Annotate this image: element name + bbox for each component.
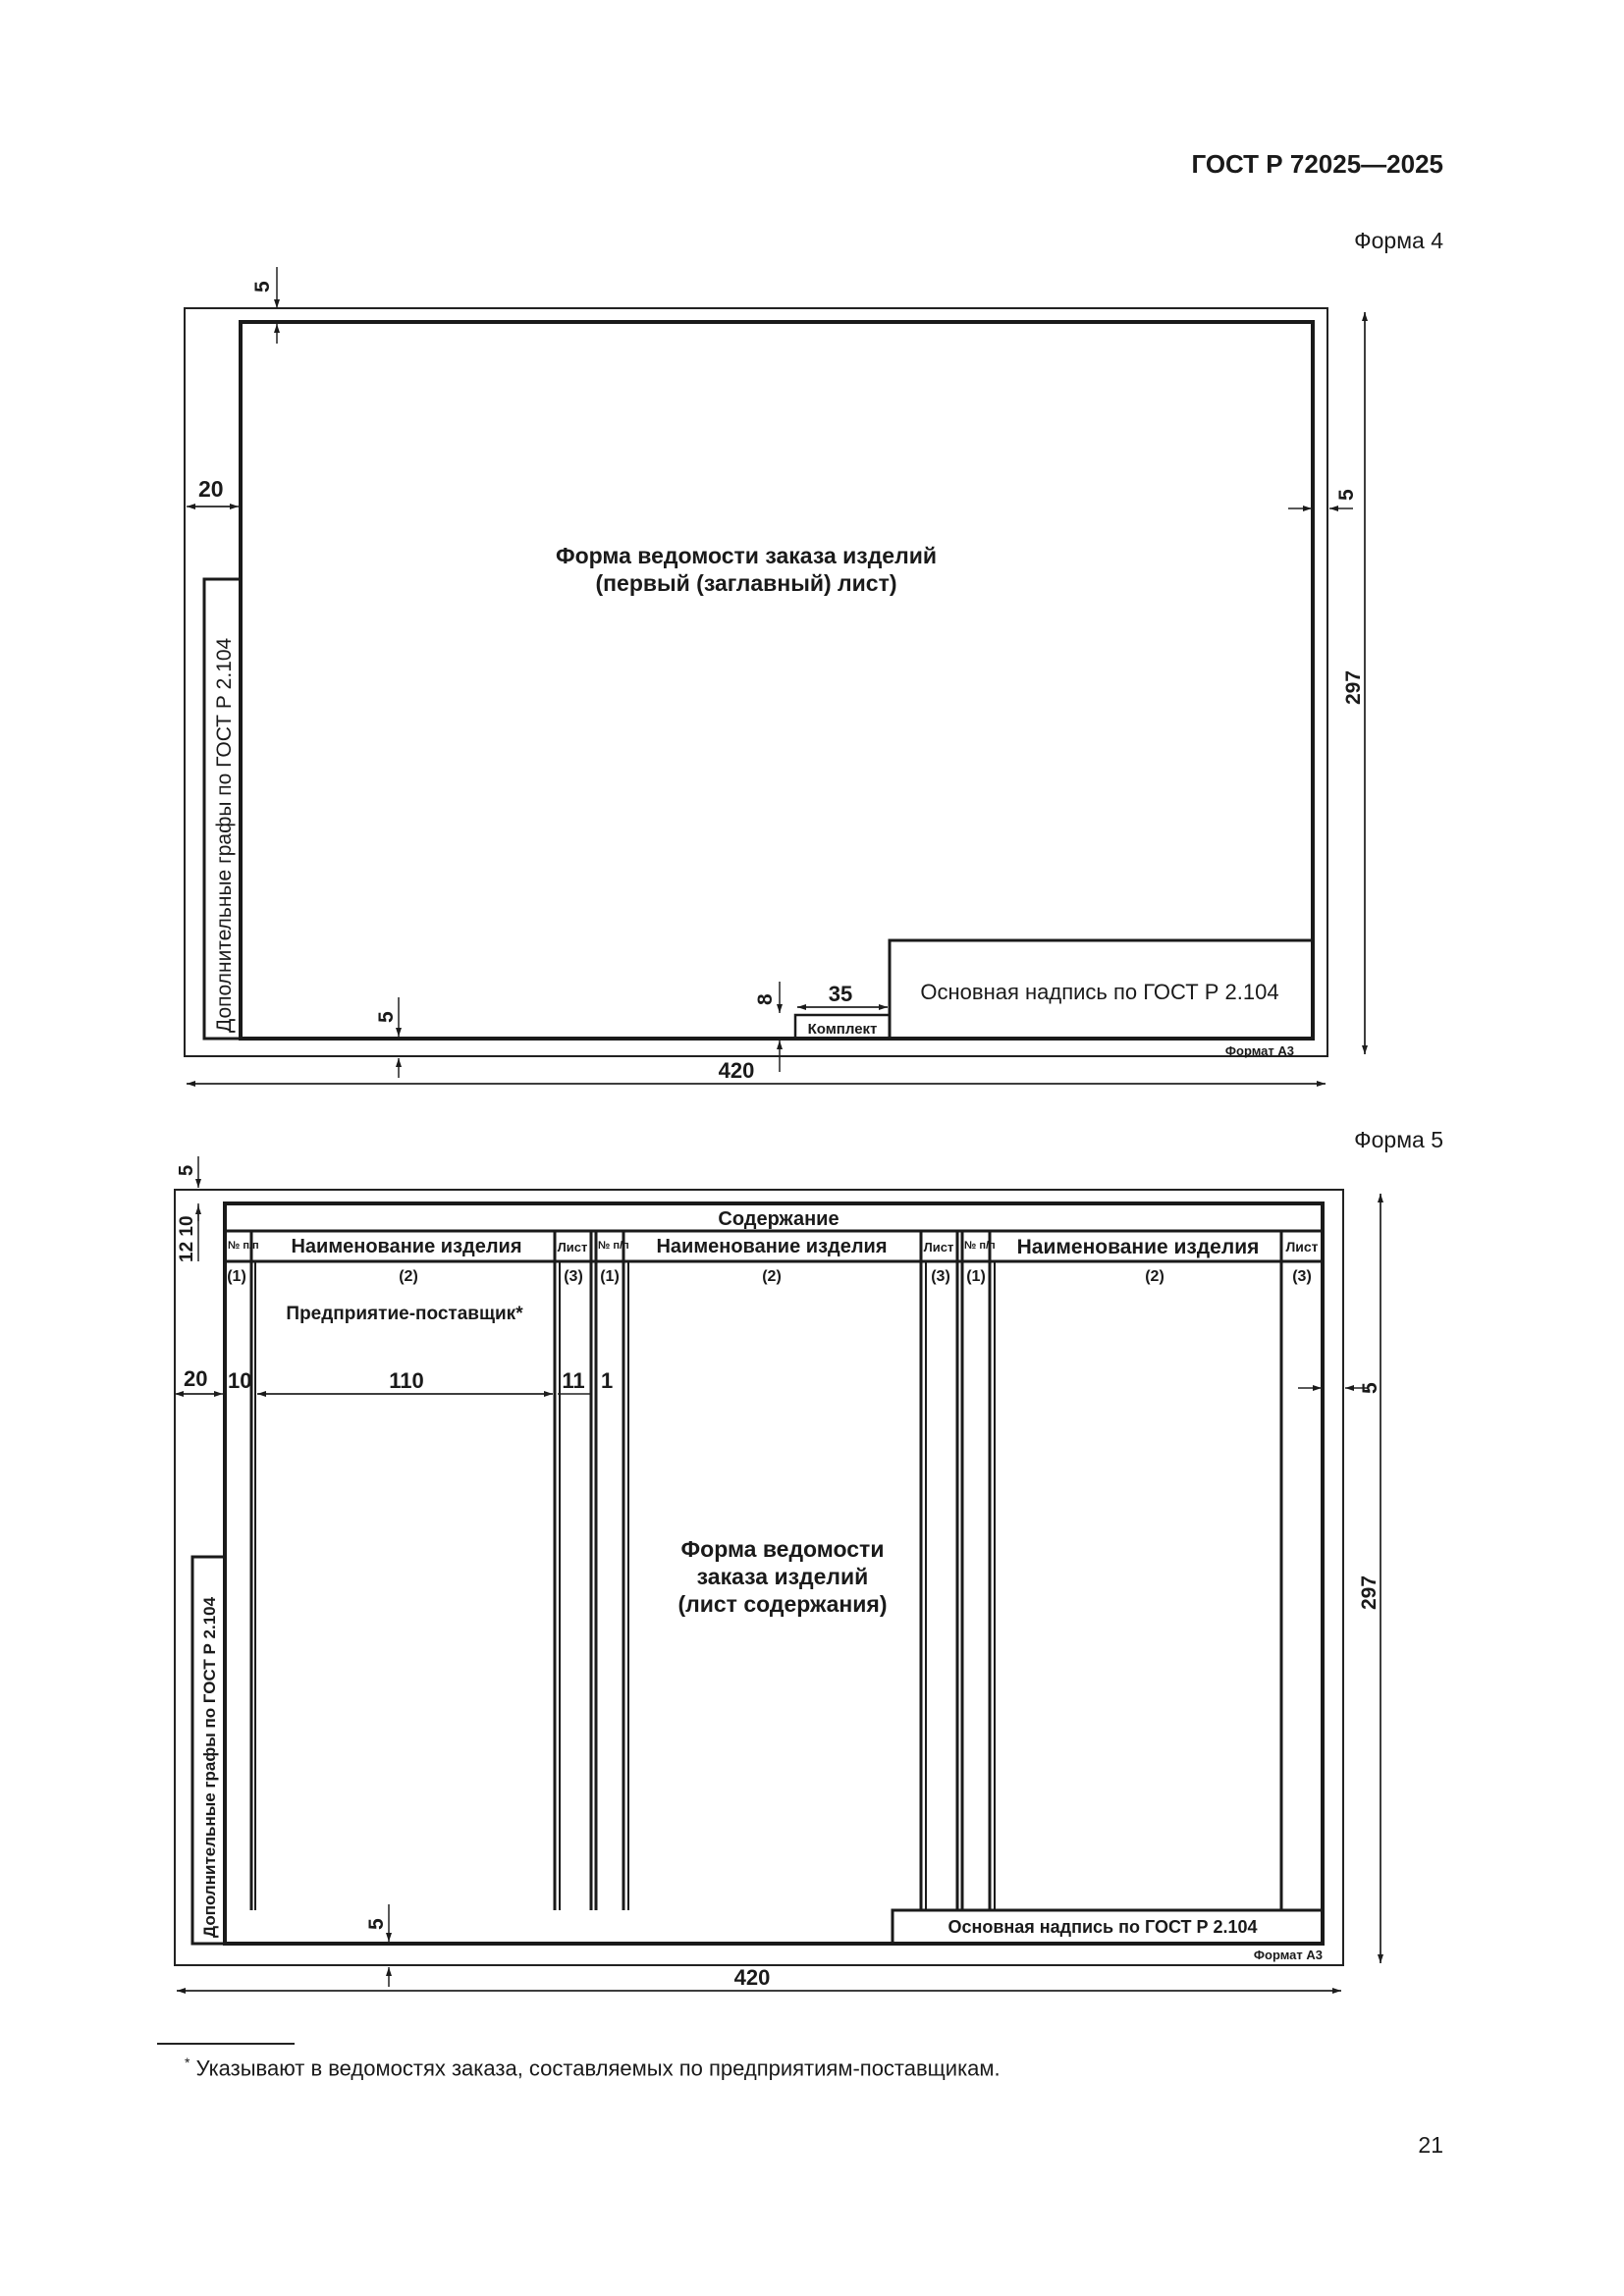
form5-col1-idx3: (3): [564, 1268, 583, 1285]
form5-dim-width: 420: [733, 1965, 771, 1990]
form5-col3-idx2: (2): [1145, 1268, 1164, 1285]
page-number: 21: [1418, 2132, 1443, 2158]
form5-col2-num-header: № п/п: [598, 1240, 629, 1252]
form5-col3-sheet-header: Лист: [1285, 1239, 1319, 1255]
form5-title-line2: заказа изделий: [696, 1564, 869, 1589]
form5-col3-name-header: Наименование изделия: [1016, 1236, 1260, 1258]
form5-dim-right: 5: [1359, 1382, 1381, 1394]
form4-drawing-frame: [241, 322, 1313, 1039]
form4-kit-cell-text: Комплект: [807, 1021, 878, 1038]
form5-col1-num-header: № п/п: [228, 1240, 259, 1252]
form4-dim-kit-height: 8: [754, 993, 777, 1005]
form5-contents-header: Содержание: [718, 1208, 839, 1230]
form5-title-block-text: Основная надпись по ГОСТ Р 2.104: [947, 1917, 1258, 1937]
form5-dim-left: 20: [184, 1366, 208, 1391]
form5-dim-name-col: 110: [389, 1368, 424, 1393]
form5-col3-num-header: № п/п: [964, 1240, 996, 1252]
form5-dim-height: 297: [1358, 1575, 1380, 1610]
form4-dim-bottom: 5: [375, 1011, 398, 1023]
document-standard-number: ГОСТ Р 72025—2025: [1191, 149, 1443, 179]
form5-col3-idx3: (3): [1292, 1268, 1312, 1285]
form5-drawing: [175, 1156, 1381, 1991]
form5-supplier-label: Предприятие-поставщик*: [286, 1304, 523, 1324]
form5-col1-sheet-header: Лист: [557, 1240, 588, 1255]
form5-title-line3: (лист содержания): [677, 1591, 888, 1617]
form5-col2-name-header: Наименование изделия: [656, 1236, 888, 1257]
form4-dim-height: 297: [1342, 669, 1365, 705]
form5-col1-name-header: Наименование изделия: [291, 1236, 522, 1257]
form4-label: Форма 4: [1354, 228, 1443, 253]
footnote-text: Указывают в ведомостях заказа, составляемых по предприятиям-поставщикам.: [195, 2056, 1001, 2081]
form5-format-label: Формат А3: [1253, 1948, 1323, 1962]
form5-label: Форма 5: [1354, 1127, 1443, 1152]
form4-title-line1: Форма ведомости заказа изделий: [555, 543, 938, 568]
form4-format-label: Формат А3: [1224, 1043, 1294, 1058]
form4-dim-left: 20: [198, 476, 224, 502]
form5-dim-bottom: 5: [365, 1918, 388, 1930]
footnote-rule: [157, 2043, 295, 2045]
form4-drawing: [185, 267, 1365, 1084]
form4-side-block-text: Дополнительные графы по ГОСТ Р 2.104: [213, 637, 236, 1033]
form5-col2-idx3: (3): [931, 1268, 950, 1285]
form4-dim-top: 5: [251, 281, 274, 293]
form4-dim-kit-width: 35: [828, 982, 853, 1006]
form5-dim-gap: 1: [601, 1368, 614, 1393]
form5-col2-idx1: (1): [600, 1268, 620, 1285]
form5-col2-idx2: (2): [762, 1268, 782, 1285]
form4-sheet-outline: [185, 308, 1327, 1056]
footnote-mark: *: [185, 2055, 190, 2070]
form4-dim-width: 420: [718, 1058, 755, 1083]
form5-col1-idx1: (1): [227, 1268, 246, 1285]
form4-dim-right: 5: [1335, 489, 1358, 501]
form5-dim-rows: 12 10: [177, 1215, 197, 1262]
form5-side-block-text: Дополнительные графы по ГОСТ Р 2.104: [200, 1596, 219, 1938]
form5-col1-idx2: (2): [399, 1268, 418, 1285]
form5-title-line1: Форма ведомости: [680, 1536, 885, 1562]
form5-dim-num-col: 10: [228, 1368, 252, 1393]
form5-dim-top: 5: [176, 1164, 197, 1176]
form5-col2-sheet-header: Лист: [923, 1240, 954, 1255]
form4-title-line2: (первый (заглавный) лист): [595, 570, 897, 596]
form5-col3-idx1: (1): [966, 1268, 986, 1285]
form4-title-block-text: Основная надпись по ГОСТ Р 2.104: [920, 980, 1279, 1004]
footnote: [185, 2055, 1001, 2081]
form5-dim-sheet-col: 11: [562, 1368, 585, 1393]
